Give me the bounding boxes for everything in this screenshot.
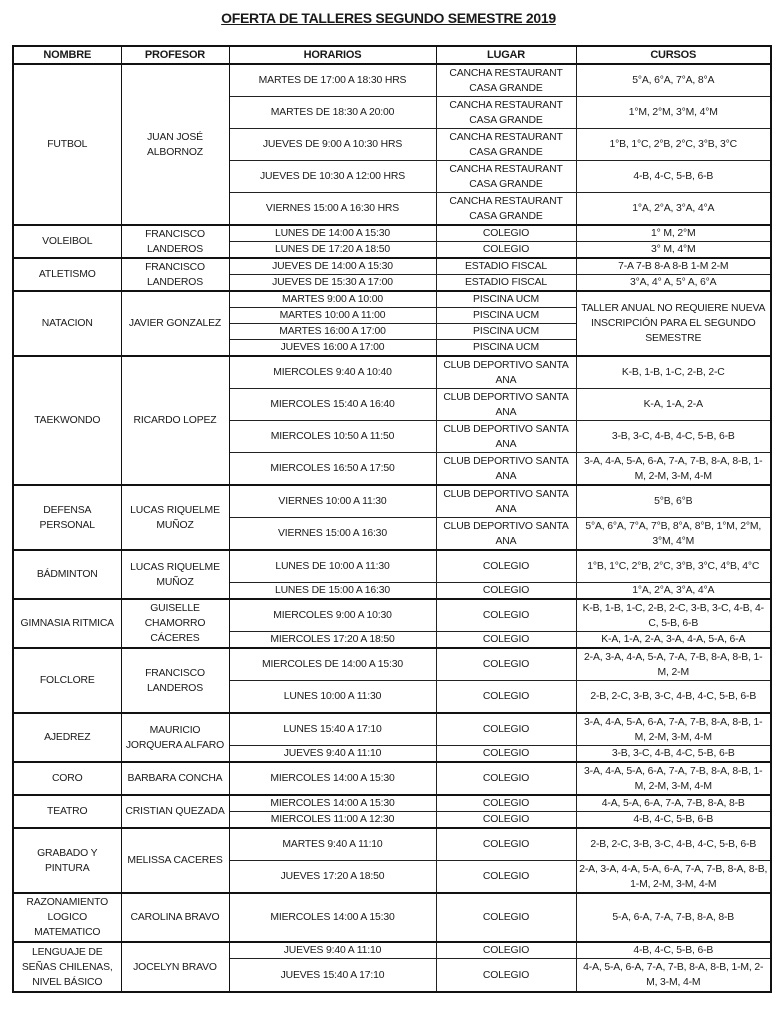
session-schedule: JUEVES DE 9:00 A 10:30 HRS — [229, 129, 436, 161]
table-row — [13, 713, 771, 746]
table-header-row — [13, 46, 771, 64]
workshop-name: LENGUAJE DE SEÑAS CHILENAS, NIVEL BÁSICO — [13, 942, 121, 992]
session-courses: 1°A, 2°A, 3°A, 4°A — [576, 193, 771, 226]
session-location: ESTADIO FISCAL — [436, 275, 576, 292]
workshop-name: AJEDREZ — [13, 713, 121, 762]
page-title: OFERTA DE TALLERES SEGUNDO SEMESTRE 2019 — [221, 10, 556, 26]
session-location: CANCHA RESTAURANT CASA GRANDE — [436, 193, 576, 226]
table-row — [13, 893, 771, 942]
workshop-teacher: FRANCISCO LANDEROS — [121, 258, 229, 291]
session-schedule: MIERCOLES 14:00 A 15:30 — [229, 893, 436, 942]
table-body — [13, 64, 771, 992]
session-location: CANCHA RESTAURANT CASA GRANDE — [436, 129, 576, 161]
session-courses: 2-B, 2-C, 3-B, 3-C, 4-B, 4-C, 5-B, 6-B — [576, 681, 771, 714]
workshop-name: RAZONAMIENTO LOGICO MATEMATICO — [13, 893, 121, 942]
session-courses: 4-A, 5-A, 6-A, 7-A, 7-B, 8-A, 8-B, 1-M, 2-M, 3-M, 4-M — [576, 959, 771, 993]
session-courses: 3°A, 4° A, 5° A, 6°A — [576, 275, 771, 292]
session-location: CLUB DEPORTIVO SANTA ANA — [436, 453, 576, 486]
session-courses: 4-B, 4-C, 5-B, 6-B — [576, 812, 771, 829]
session-location: PISCINA UCM — [436, 324, 576, 340]
session-schedule: MIERCOLES 11:00 A 12:30 — [229, 812, 436, 829]
session-location: COLEGIO — [436, 550, 576, 583]
workshop-teacher: BARBARA CONCHA — [121, 762, 229, 795]
session-courses: 5-A, 6-A, 7-A, 7-B, 8-A, 8-B — [576, 893, 771, 942]
workshop-teacher: CRISTIAN QUEZADA — [121, 795, 229, 828]
table-row — [13, 64, 771, 97]
workshop-teacher: LUCAS RIQUELME MUÑOZ — [121, 485, 229, 550]
table-row — [13, 828, 771, 861]
session-schedule: MIERCOLES 10:50 A 11:50 — [229, 421, 436, 453]
session-schedule: MIERCOLES 15:40 A 16:40 — [229, 389, 436, 421]
session-schedule: MARTES 9:40 A 11:10 — [229, 828, 436, 861]
session-schedule: VIERNES 15:00 A 16:30 — [229, 518, 436, 551]
session-location: ESTADIO FISCAL — [436, 258, 576, 275]
workshop-name: DEFENSA PERSONAL — [13, 485, 121, 550]
session-courses: 4-B, 4-C, 5-B, 6-B — [576, 942, 771, 959]
session-courses: K-A, 1-A, 2-A — [576, 389, 771, 421]
workshop-name: ATLETISMO — [13, 258, 121, 291]
session-schedule: LUNES 10:00 A 11:30 — [229, 681, 436, 714]
session-schedule: LUNES 15:40 A 17:10 — [229, 713, 436, 746]
session-courses: 4-B, 4-C, 5-B, 6-B — [576, 161, 771, 193]
session-location: COLEGIO — [436, 762, 576, 795]
table-row — [13, 795, 771, 812]
workshop-name: BÁDMINTON — [13, 550, 121, 599]
session-location: COLEGIO — [436, 828, 576, 861]
session-schedule: MIERCOLES DE 14:00 A 15:30 — [229, 648, 436, 681]
workshop-name: TEATRO — [13, 795, 121, 828]
session-location: CLUB DEPORTIVO SANTA ANA — [436, 421, 576, 453]
table-row — [13, 550, 771, 583]
table-row — [13, 648, 771, 681]
workshop-teacher: GUISELLE CHAMORRO CÁCERES — [121, 599, 229, 648]
session-schedule: MARTES 10:00 A 11:00 — [229, 308, 436, 324]
workshop-name: NATACION — [13, 291, 121, 356]
session-courses: 2-B, 2-C, 3-B, 3-C, 4-B, 4-C, 5-B, 6-B — [576, 828, 771, 861]
session-location: PISCINA UCM — [436, 291, 576, 308]
session-schedule: MIERCOLES 14:00 A 15:30 — [229, 762, 436, 795]
session-schedule: LUNES DE 15:00 A 16:30 — [229, 583, 436, 600]
session-location: COLEGIO — [436, 632, 576, 649]
session-courses: K-B, 1-B, 1-C, 2-B, 2-C — [576, 356, 771, 389]
workshop-name: GIMNASIA RITMICA — [13, 599, 121, 648]
session-location: CLUB DEPORTIVO SANTA ANA — [436, 518, 576, 551]
session-schedule: JUEVES 15:40 A 17:10 — [229, 959, 436, 993]
session-location: COLEGIO — [436, 812, 576, 829]
session-location: COLEGIO — [436, 713, 576, 746]
header-horarios: HORARIOS — [229, 46, 436, 64]
session-courses: K-A, 1-A, 2-A, 3-A, 4-A, 5-A, 6-A — [576, 632, 771, 649]
session-location: COLEGIO — [436, 648, 576, 681]
session-courses: 1°M, 2°M, 3°M, 4°M — [576, 97, 771, 129]
session-schedule: VIERNES 15:00 A 16:30 HRS — [229, 193, 436, 226]
workshop-teacher: JUAN JOSÉ ALBORNOZ — [121, 64, 229, 225]
workshop-teacher: FRANCISCO LANDEROS — [121, 225, 229, 258]
table-row — [13, 762, 771, 795]
session-schedule: MARTES DE 18:30 A 20:00 — [229, 97, 436, 129]
session-location: COLEGIO — [436, 959, 576, 993]
table-row — [13, 599, 771, 632]
session-courses: 1° M, 2°M — [576, 225, 771, 242]
session-location: COLEGIO — [436, 746, 576, 763]
session-courses: K-B, 1-B, 1-C, 2-B, 2-C, 3-B, 3-C, 4-B, 4-C, 5-B, 6-B — [576, 599, 771, 632]
session-schedule: LUNES DE 17:20 A 18:50 — [229, 242, 436, 259]
session-courses: 3° M, 4°M — [576, 242, 771, 259]
session-courses: 3-A, 4-A, 5-A, 6-A, 7-A, 7-B, 8-A, 8-B, 1-M, 2-M, 3-M, 4-M — [576, 762, 771, 795]
header-lugar: LUGAR — [436, 46, 576, 64]
workshop-teacher: MELISSA CACERES — [121, 828, 229, 893]
workshop-name: FUTBOL — [13, 64, 121, 225]
session-location: CLUB DEPORTIVO SANTA ANA — [436, 389, 576, 421]
session-schedule: JUEVES DE 15:30 A 17:00 — [229, 275, 436, 292]
table-row — [13, 942, 771, 959]
session-schedule: LUNES DE 14:00 A 15:30 — [229, 225, 436, 242]
workshop-name: TAEKWONDO — [13, 356, 121, 485]
session-schedule: JUEVES DE 10:30 A 12:00 HRS — [229, 161, 436, 193]
session-schedule: MARTES DE 17:00 A 18:30 HRS — [229, 64, 436, 97]
session-location: COLEGIO — [436, 942, 576, 959]
session-courses: 1°B, 1°C, 2°B, 2°C, 3°B, 3°C — [576, 129, 771, 161]
workshop-teacher: MAURICIO JORQUERA ALFARO — [121, 713, 229, 762]
session-schedule: MARTES 16:00 A 17:00 — [229, 324, 436, 340]
workshop-teacher: CAROLINA BRAVO — [121, 893, 229, 942]
session-schedule: MIERCOLES 17:20 A 18:50 — [229, 632, 436, 649]
table-row — [13, 356, 771, 389]
session-location: CANCHA RESTAURANT CASA GRANDE — [436, 64, 576, 97]
session-courses: 3-B, 3-C, 4-B, 4-C, 5-B, 6-B — [576, 421, 771, 453]
workshop-teacher: JOCELYN BRAVO — [121, 942, 229, 992]
session-location: COLEGIO — [436, 242, 576, 259]
session-courses: 2-A, 3-A, 4-A, 5-A, 7-A, 7-B, 8-A, 8-B, 1-M, 2-M — [576, 648, 771, 681]
table-row — [13, 291, 771, 308]
session-courses: 5°A, 6°A, 7°A, 7°B, 8°A, 8°B, 1°M, 2°M, 3°M, 4°M — [576, 518, 771, 551]
session-location: COLEGIO — [436, 893, 576, 942]
session-courses: 3-A, 4-A, 5-A, 6-A, 7-A, 7-B, 8-A, 8-B, 1-M, 2-M, 3-M, 4-M — [576, 453, 771, 486]
workshop-teacher: FRANCISCO LANDEROS — [121, 648, 229, 713]
session-schedule: JUEVES 17:20 A 18:50 — [229, 861, 436, 894]
session-courses: 3-A, 4-A, 5-A, 6-A, 7-A, 7-B, 8-A, 8-B, 1-M, 2-M, 3-M, 4-M — [576, 713, 771, 746]
session-schedule: VIERNES 10:00 A 11:30 — [229, 485, 436, 518]
session-schedule: JUEVES 9:40 A 11:10 — [229, 942, 436, 959]
session-courses: 5°B, 6°B — [576, 485, 771, 518]
session-schedule: MIERCOLES 14:00 A 15:30 — [229, 795, 436, 812]
workshop-name: FOLCLORE — [13, 648, 121, 713]
session-schedule: MIERCOLES 9:00 A 10:30 — [229, 599, 436, 632]
session-courses: 5°A, 6°A, 7°A, 8°A — [576, 64, 771, 97]
table-row — [13, 485, 771, 518]
session-schedule: JUEVES 16:00 A 17:00 — [229, 340, 436, 357]
session-courses: TALLER ANUAL NO REQUIERE NUEVA INSCRIPCIÓN PARA EL SEGUNDO SEMESTRE — [576, 291, 771, 356]
workshop-name: VOLEIBOL — [13, 225, 121, 258]
session-courses: 4-A, 5-A, 6-A, 7-A, 7-B, 8-A, 8-B — [576, 795, 771, 812]
session-schedule: JUEVES 9:40 A 11:10 — [229, 746, 436, 763]
header-nombre: NOMBRE — [13, 46, 121, 64]
session-location: COLEGIO — [436, 681, 576, 714]
session-schedule: MARTES 9:00 A 10:00 — [229, 291, 436, 308]
session-location: COLEGIO — [436, 861, 576, 894]
session-schedule: MIERCOLES 16:50 A 17:50 — [229, 453, 436, 486]
table-row — [13, 258, 771, 275]
session-courses: 7-A 7-B 8-A 8-B 1-M 2-M — [576, 258, 771, 275]
session-schedule: LUNES DE 10:00 A 11:30 — [229, 550, 436, 583]
session-courses: 2-A, 3-A, 4-A, 5-A, 6-A, 7-A, 7-B, 8-A, 8-B, 1-M, 2-M, 3-M, 4-M — [576, 861, 771, 894]
header-profesor: PROFESOR — [121, 46, 229, 64]
session-location: CLUB DEPORTIVO SANTA ANA — [436, 485, 576, 518]
session-location: COLEGIO — [436, 599, 576, 632]
session-schedule: JUEVES DE 14:00 A 15:30 — [229, 258, 436, 275]
workshop-teacher: RICARDO LOPEZ — [121, 356, 229, 485]
session-location: CLUB DEPORTIVO SANTA ANA — [436, 356, 576, 389]
workshop-name: GRABADO Y PINTURA — [13, 828, 121, 893]
table-row — [13, 225, 771, 242]
workshop-teacher: JAVIER GONZALEZ — [121, 291, 229, 356]
session-courses: 3-B, 3-C, 4-B, 4-C, 5-B, 6-B — [576, 746, 771, 763]
session-location: CANCHA RESTAURANT CASA GRANDE — [436, 161, 576, 193]
session-location: COLEGIO — [436, 795, 576, 812]
workshops-table — [12, 45, 772, 993]
session-location: COLEGIO — [436, 225, 576, 242]
session-location: CANCHA RESTAURANT CASA GRANDE — [436, 97, 576, 129]
header-cursos: CURSOS — [576, 46, 771, 64]
session-courses: 1°B, 1°C, 2°B, 2°C, 3°B, 3°C, 4°B, 4°C — [576, 550, 771, 583]
workshop-name: CORO — [13, 762, 121, 795]
session-location: PISCINA UCM — [436, 308, 576, 324]
session-courses: 1°A, 2°A, 3°A, 4°A — [576, 583, 771, 600]
session-schedule: MIERCOLES 9:40 A 10:40 — [229, 356, 436, 389]
session-location: PISCINA UCM — [436, 340, 576, 357]
session-location: COLEGIO — [436, 583, 576, 600]
workshop-teacher: LUCAS RIQUELME MUÑOZ — [121, 550, 229, 599]
